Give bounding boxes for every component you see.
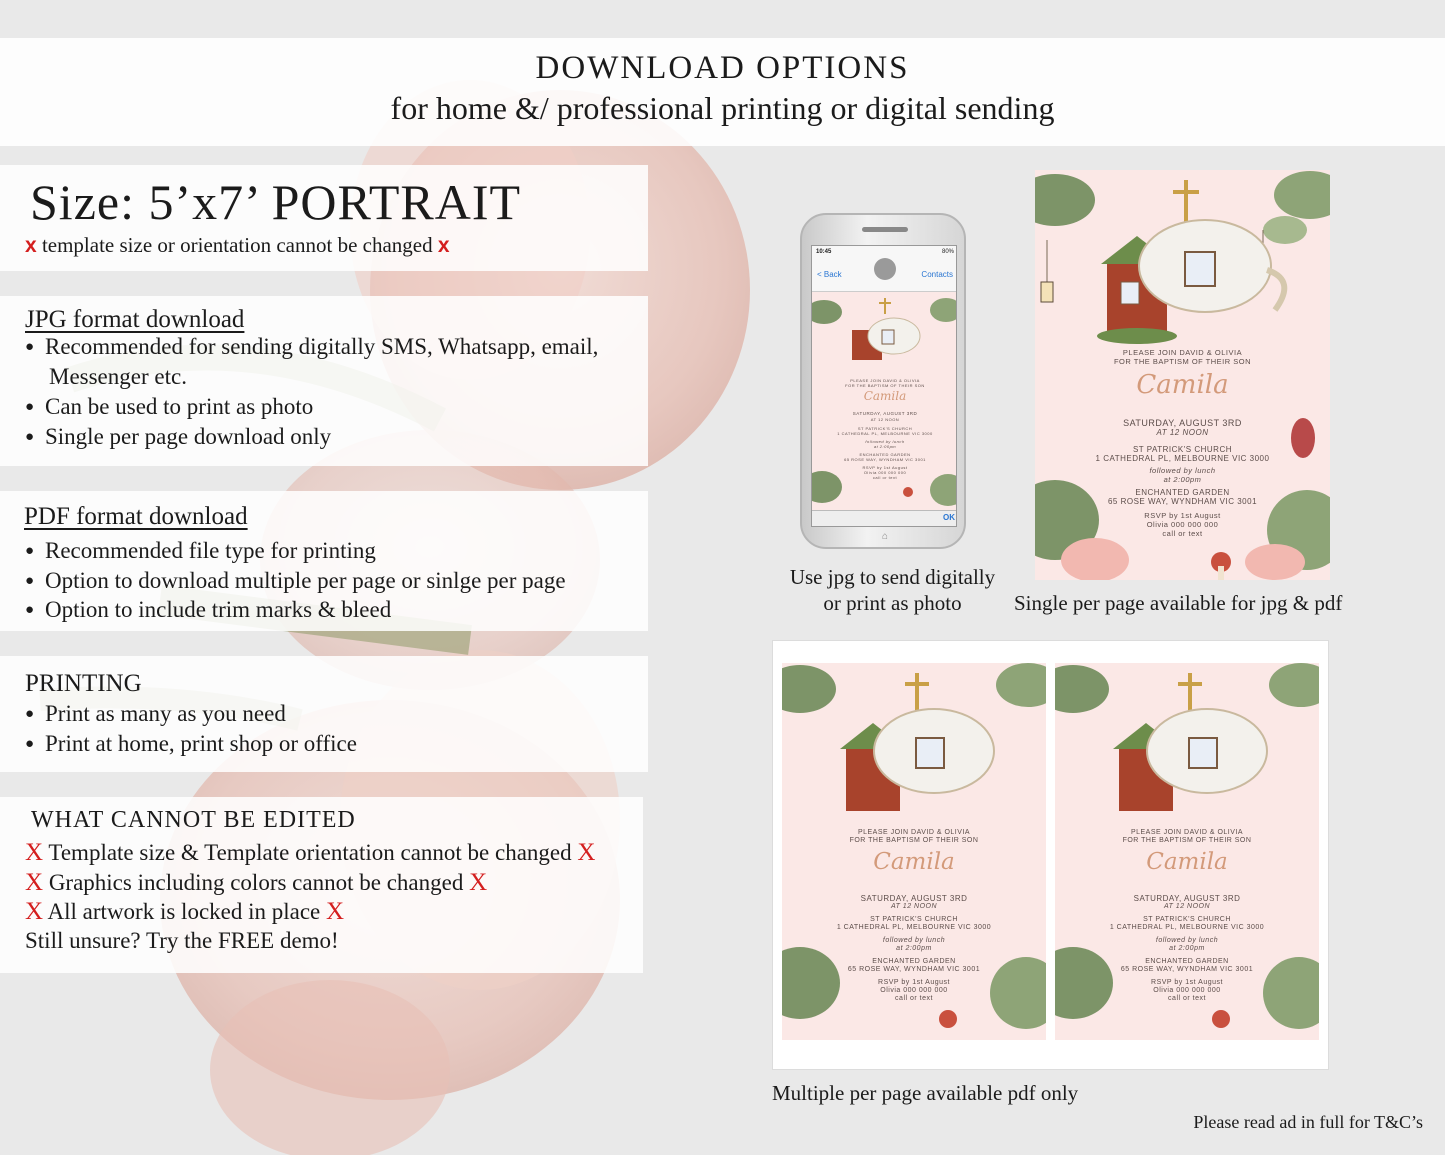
invitation-line: ST PATRICK'S CHURCH [870, 916, 958, 923]
phone-contacts-link: Contacts [921, 270, 953, 279]
invitation-line: SATURDAY, AUGUST 3RD [860, 894, 968, 903]
red-x-icon: X [326, 898, 345, 925]
invitation-line: at 2:00pm [873, 444, 897, 449]
phone-message-header [812, 246, 957, 292]
page-title: DOWNLOAD OPTIONS [535, 50, 910, 86]
cannot-edit-title: WHAT CANNOT BE EDITED [31, 807, 356, 833]
sheet-invitation-left [782, 663, 1046, 1040]
red-x-icon: x [437, 234, 450, 257]
restriction-line: X All artwork is locked in place X [25, 898, 345, 925]
invitation-line: ST PATRICK'S CHURCH [857, 426, 913, 431]
list-item: ● Print as many as you need [25, 701, 286, 726]
list-item: ● Single per page download only [25, 424, 332, 449]
invitation-line: SATURDAY, AUGUST 3RD [852, 411, 918, 416]
invitation-line: 1 CATHEDRAL PL, MELBOURNE VIC 3000 [1095, 454, 1270, 463]
phone-mockup [800, 213, 966, 549]
phone-time: 10:45 [816, 249, 832, 255]
bullet-icon: ● [25, 736, 35, 752]
invitation-line: followed by lunch [1155, 937, 1219, 944]
page-subtitle: for home &/ professional printing or digital sending [390, 90, 1055, 126]
invitation-line: followed by lunch [882, 937, 946, 944]
invitation-line: 1 CATHEDRAL PL, MELBOURNE VIC 3000 [837, 431, 933, 436]
invitation-line: 65 ROSE WAY, WYNDHAM VIC 3001 [847, 966, 981, 973]
invitation-line: ENCHANTED GARDEN [1145, 958, 1229, 965]
invitation-line: at 2:00pm [1169, 945, 1205, 952]
restriction-line: X Template size & Template orientation cannot be changed X [25, 839, 596, 866]
jpg-title: JPG format download [25, 306, 245, 333]
invitation-line: followed by lunch [1149, 466, 1216, 475]
cannot-edit-panel [0, 797, 643, 973]
bullet-icon: ● [25, 399, 35, 415]
invitation-line: FOR THE BAPTISM OF THEIR SON [1113, 357, 1252, 366]
bullet-icon: ● [25, 429, 35, 445]
sheet-invitation-right [1055, 663, 1319, 1040]
invitation-line: AT 12 NOON [1163, 903, 1211, 910]
invitation-line: FOR THE BAPTISM OF THEIR SON [849, 837, 979, 844]
list-item: ● Option to download multiple per page or sinlge per page [25, 568, 566, 593]
multi-page-sheet [772, 640, 1329, 1070]
invitation-line: RSVP by 1st August [1151, 979, 1223, 986]
bullet-icon: ● [25, 339, 35, 355]
invitation-line: PLEASE JOIN DAVID & OLIVIA [1130, 829, 1244, 836]
invitation-line: at 2:00pm [1163, 475, 1202, 484]
phone-input-bar [812, 510, 957, 526]
invitation-line: 1 CATHEDRAL PL, MELBOURNE VIC 3000 [836, 924, 992, 931]
invitation-line: Olivia 000 000 000 [880, 987, 948, 994]
invitation-line: RSVP by 1st August [862, 465, 908, 470]
list-item-continuation: Messenger etc. [49, 364, 187, 389]
home-icon: ⌂ [881, 531, 888, 542]
invitation-line: call or text [872, 475, 898, 480]
single-invitation [1035, 170, 1330, 580]
invitation-line: PLEASE JOIN DAVID & OLIVIA [1122, 348, 1243, 357]
invitation-line: SATURDAY, AUGUST 3RD [1123, 418, 1242, 428]
terms-footnote: Please read ad in full for T&C’s [1193, 1112, 1423, 1132]
phone-caption-line1: Use jpg to send digitally [789, 565, 996, 589]
invitation-line: Olivia 000 000 000 [863, 470, 907, 475]
phone-speaker [862, 227, 908, 232]
pdf-panel [0, 491, 648, 631]
single-caption: Single per page available for jpg & pdf [1014, 591, 1343, 615]
invitation-name: Camila [1136, 370, 1229, 400]
size-note-text: template size or orientation cannot be changed [36, 233, 438, 257]
phone-screen [811, 245, 957, 527]
invitation-line: 65 ROSE WAY, WYNDHAM VIC 3001 [844, 457, 926, 462]
bullet-icon: ● [25, 602, 35, 618]
invitation-line: followed by lunch [865, 439, 905, 444]
invitation-line: AT 12 NOON [870, 417, 900, 422]
jpg-panel [0, 296, 648, 466]
restriction-line: X Graphics including colors cannot be changed X [25, 869, 488, 896]
printing-title: PRINTING [25, 670, 142, 697]
invitation-line: 1 CATHEDRAL PL, MELBOURNE VIC 3000 [1109, 924, 1265, 931]
phone-invitation [812, 292, 957, 512]
bullet-icon: ● [25, 543, 35, 559]
size-note [25, 233, 450, 258]
invitation-name: Camila [1146, 849, 1228, 875]
phone-caption-line2: or print as photo [823, 591, 962, 615]
bullet-icon: ● [25, 706, 35, 722]
red-x-icon: X [577, 839, 596, 866]
invitation-line: 65 ROSE WAY, WYNDHAM VIC 3001 [1107, 497, 1258, 506]
bullet-icon: ● [25, 573, 35, 589]
size-panel [0, 165, 648, 271]
list-item: ● Can be used to print as photo [25, 394, 314, 419]
list-item: ● Option to include trim marks & bleed [25, 597, 392, 622]
invitation-line: FOR THE BAPTISM OF THEIR SON [1122, 837, 1252, 844]
list-item: ● Recommended for sending digitally SMS, Whatsapp, email, [25, 334, 599, 359]
invitation-line: call or text [1168, 995, 1206, 1002]
invitation-line: PLEASE JOIN DAVID & OLIVIA [850, 378, 920, 383]
invitation-line: call or text [895, 995, 933, 1002]
invitation-line: FOR THE BAPTISM OF THEIR SON [845, 383, 925, 388]
phone-battery: 80% [941, 249, 954, 255]
red-x-icon: X [25, 869, 44, 896]
invitation-line: ENCHANTED GARDEN [1135, 488, 1230, 497]
invitation-line: ST PATRICK'S CHURCH [1143, 916, 1231, 923]
demo-line: Still unsure? Try the FREE demo! [25, 928, 339, 953]
invitation-line: AT 12 NOON [1156, 428, 1209, 437]
invitation-line: RSVP by 1st August [1144, 511, 1221, 520]
invitation-line: call or text [1162, 529, 1203, 538]
invitation-line: PLEASE JOIN DAVID & OLIVIA [857, 829, 971, 836]
invitation-line: Olivia 000 000 000 [1153, 987, 1221, 994]
invitation-name: Camila [863, 389, 907, 403]
avatar [874, 258, 896, 280]
invitation-line: SATURDAY, AUGUST 3RD [1133, 894, 1241, 903]
invitation-line: AT 12 NOON [890, 903, 938, 910]
invitation-line: at 2:00pm [896, 945, 932, 952]
invitation-line: ST PATRICK'S CHURCH [1132, 445, 1233, 454]
invitation-line: ENCHANTED GARDEN [872, 958, 956, 965]
red-x-icon: x [25, 234, 37, 257]
invitation-line: Olivia 000 000 000 [1146, 520, 1219, 529]
invitation-line: RSVP by 1st August [878, 979, 950, 986]
red-x-icon: X [469, 869, 488, 896]
invitation-line: ENCHANTED GARDEN [859, 452, 911, 457]
phone-back-link: < Back [817, 270, 842, 279]
list-item: ● Recommended file type for printing [25, 538, 376, 563]
invitation-name: Camila [873, 849, 955, 875]
red-x-icon: X [25, 898, 44, 925]
size-title: Size: 5’x7’ PORTRAIT [30, 174, 522, 230]
pdf-title: PDF format download [24, 503, 248, 530]
invitation-line: 65 ROSE WAY, WYNDHAM VIC 3001 [1120, 966, 1254, 973]
multiple-caption: Multiple per page available pdf only [772, 1081, 1079, 1105]
red-x-icon: X [25, 839, 44, 866]
list-item: ● Print at home, print shop or office [25, 731, 357, 756]
printing-panel [0, 656, 648, 772]
phone-send-button: OK [943, 513, 955, 522]
